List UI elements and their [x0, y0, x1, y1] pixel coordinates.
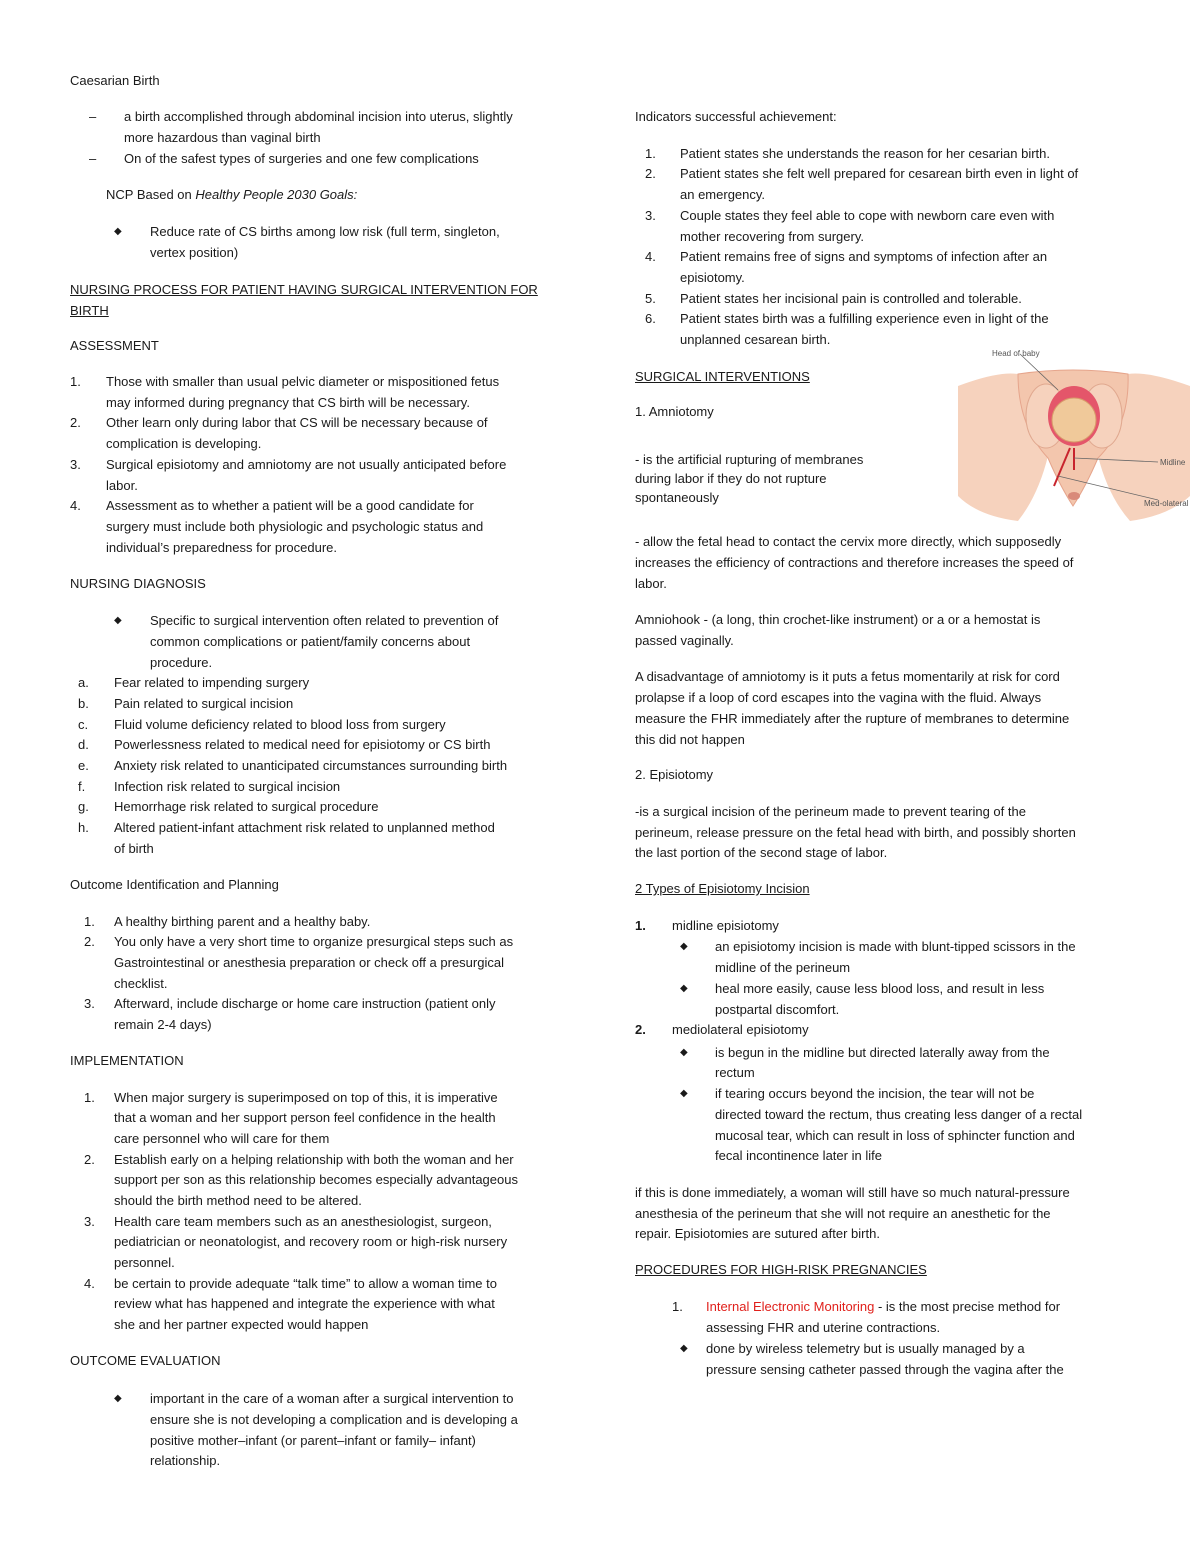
intro-line: a birth accomplished through abdominal incision into uterus, slightly: [124, 109, 513, 124]
internal-monitoring-text: - is the most precise method for: [874, 1299, 1061, 1314]
list-number: 2.: [84, 934, 95, 949]
mediolateral-label: Med-olateral: [1144, 499, 1189, 508]
amniotomy-effect: - allow the fetal head to contact the cervix more directly, which supposedly: [635, 534, 1062, 549]
indicator-item: Couple states they feel able to cope with newborn care even with: [680, 208, 1055, 223]
evaluation-line: positive mother–infant (or parent–infant or family– infant): [150, 1433, 476, 1448]
list-letter: h.: [78, 820, 89, 835]
midline-label: Midline: [1160, 458, 1186, 467]
ncp-bullet-line: vertex position): [150, 245, 239, 260]
diagnosis-item: Infection risk related to surgical incision: [114, 779, 341, 794]
list-letter: d.: [78, 737, 89, 752]
evaluation-heading: OUTCOME EVALUATION: [70, 1353, 221, 1368]
list-letter: e.: [78, 758, 89, 773]
list-number: 1.: [635, 918, 646, 933]
implementation-item: be certain to provide adequate “talk time” to allow a woman time to: [114, 1276, 497, 1291]
amniotomy-definition: during labor if they do not rupture: [635, 471, 827, 486]
midline-bullet: an episiotomy incision is made with blunt-tipped scissors in the: [715, 939, 1076, 954]
mediolateral-bullet: if tearing occurs beyond the incision, the tear will not be: [715, 1086, 1035, 1101]
implementation-item: personnel.: [114, 1255, 175, 1270]
episiotomy-definition: -is a surgical incision of the perineum made to prevent tearing of the: [635, 804, 1026, 819]
list-item: Other learn only during labor that CS will be necessary because of: [106, 415, 488, 430]
process-heading: NURSING PROCESS FOR PATIENT HAVING SURGICAL INTERVENTION FOR: [70, 282, 538, 297]
disadvantage-line: measure the FHR immediately after the rupture of membranes to determine: [635, 711, 1070, 726]
midline-bullet: heal more easily, cause less blood loss, and result in less: [715, 981, 1045, 996]
amniotomy-definition: - is the artificial rupturing of membranes: [635, 452, 864, 467]
implementation-item: Health care team members such as an anesthesiologist, surgeon,: [114, 1214, 492, 1229]
diagnosis-bullet-line: common complications or patient/family concerns about: [150, 634, 471, 649]
procedure-bullet: pressure sensing catheter passed through the vagina after the: [706, 1362, 1064, 1377]
list-number: 3.: [84, 996, 95, 1011]
implementation-item: care personnel who will care for them: [114, 1131, 330, 1146]
indicator-item: Patient states she felt well prepared for cesarean birth even in light of: [680, 166, 1079, 181]
amniohook-line: [635, 612, 1040, 628]
list-item: Surgical episiotomy and amniotomy are not usually anticipated before: [106, 457, 507, 472]
implementation-heading: IMPLEMENTATION: [70, 1053, 184, 1068]
list-number: 4.: [70, 498, 81, 513]
repair-line: repair. Episiotomies are sutured after birth.: [635, 1226, 880, 1241]
list-letter: a.: [78, 675, 89, 690]
bullet-icon: ◆: [114, 226, 122, 237]
mediolateral-bullet: mucosal tear, which can result in loss of sphincter function and: [715, 1128, 1075, 1143]
midline-bullet: postpartal discomfort.: [715, 1002, 840, 1017]
surgical-interventions-heading: SURGICAL INTERVENTIONS: [635, 369, 810, 384]
list-item: individual’s preparedness for procedure.: [106, 540, 338, 555]
procedure-line: assessing FHR and uterine contractions.: [706, 1320, 941, 1335]
diagnosis-item: of birth: [114, 841, 154, 856]
head-of-baby-label: Head of baby: [992, 349, 1040, 358]
mediolateral-episiotomy-label: mediolateral episiotomy: [672, 1022, 809, 1037]
bullet-icon: ◆: [680, 1343, 688, 1354]
list-number: 4.: [645, 249, 656, 264]
list-item: complication is developing.: [106, 436, 262, 451]
outcome-item: remain 2-4 days): [114, 1017, 212, 1032]
list-letter: f.: [78, 779, 86, 794]
diagnosis-item: Powerlessness related to medical need for episiotomy or CS birth: [114, 737, 491, 752]
process-heading: BIRTH: [70, 303, 109, 318]
list-letter: c.: [78, 717, 89, 732]
bullet-icon: ◆: [680, 1088, 688, 1099]
bullet-icon: ◆: [114, 615, 122, 626]
list-number: 2.: [70, 415, 81, 430]
episiotomy-illustration: [958, 346, 1190, 530]
mediolateral-bullet: rectum: [715, 1065, 755, 1080]
amniotomy-definition: spontaneously: [635, 490, 719, 505]
ncp-line: [106, 187, 357, 203]
list-number: 3.: [645, 208, 656, 223]
list-number: 3.: [84, 1214, 95, 1229]
indicator-item: unplanned cesarean birth.: [680, 332, 831, 347]
indicator-item: Patient states her incisional pain is controlled and tolerable.: [680, 291, 1022, 306]
list-item: Assessment as to whether a patient will be a good candidate for: [106, 498, 474, 513]
outcome-item: You only have a very short time to organize presurgical steps such as: [114, 934, 514, 949]
amniotomy-effect: labor.: [635, 576, 667, 591]
midline-episiotomy-label: midline episiotomy: [672, 918, 779, 933]
bullet-icon: ◆: [680, 1047, 688, 1058]
assessment-heading: ASSESSMENT: [70, 338, 159, 353]
outcome-item: Gastrointestinal or anesthesia preparation or check off a presurgical: [114, 955, 504, 970]
indicators-heading: Indicators successful achievement:: [635, 109, 837, 124]
diagnosis-bullet-line: procedure.: [150, 655, 213, 670]
dash-marker: –: [89, 109, 97, 124]
outcome-item: checklist.: [114, 976, 168, 991]
ncp-prefix: NCP Based on: [106, 187, 196, 202]
diagnosis-item: Altered patient-infant attachment risk related to unplanned method: [114, 820, 495, 835]
implementation-item: she and her partner expected would happen: [114, 1317, 369, 1332]
diagnosis-item: Anxiety risk related to unanticipated circumstances surrounding birth: [114, 758, 508, 773]
evaluation-line: ensure she is not developing a complication and is developing a: [150, 1412, 518, 1427]
list-number: 1.: [70, 374, 81, 389]
implementation-item: that a woman and her support person feel confidence in the health: [114, 1110, 496, 1125]
episiotomy-drawing: [958, 346, 1190, 530]
disadvantage-line: prolapse if a loop of cord escapes into the vagina with the fluid. Always: [635, 690, 1042, 705]
procedures-heading: PROCEDURES FOR HIGH-RISK PREGNANCIES: [635, 1262, 927, 1277]
disadvantage-line: A disadvantage of amniotomy is it puts a fetus momentarily at risk for cord: [635, 669, 1060, 684]
mediolateral-bullet: is begun in the midline but directed laterally away from the: [715, 1045, 1050, 1060]
amniotomy-heading: 1. Amniotomy: [635, 404, 714, 419]
outcome-item: A healthy birthing parent and a healthy baby.: [114, 914, 371, 929]
ncp-goals: Healthy People 2030 Goals:: [195, 187, 358, 202]
list-item: surgery must include both physiologic and psychologic status and: [106, 519, 484, 534]
episiotomy-types-heading: 2 Types of Episiotomy Incision: [635, 881, 810, 896]
indicator-item: an emergency.: [680, 187, 766, 202]
mediolateral-bullet: directed toward the rectum, thus creating less danger of a rectal: [715, 1107, 1083, 1122]
implementation-item: Establish early on a helping relationship with both the woman and her: [114, 1152, 514, 1167]
implementation-item: support per son as this relationship becomes especially advantageous: [114, 1172, 518, 1187]
indicator-item: Patient states she understands the reason for her cesarian birth.: [680, 146, 1050, 161]
list-item: Those with smaller than usual pelvic diameter or mispositioned fetus: [106, 374, 500, 389]
list-number: 3.: [70, 457, 81, 472]
list-number: 2.: [645, 166, 656, 181]
implementation-item: When major surgery is superimposed on top of this, it is imperative: [114, 1090, 498, 1105]
head-of-baby-shape: [1052, 398, 1096, 442]
page-title: Caesarian Birth: [70, 73, 160, 88]
list-number: 1.: [672, 1299, 683, 1314]
procedure-line: [706, 1299, 1060, 1315]
implementation-item: pediatrician or neonatologist, and recovery room or high-risk nursery: [114, 1234, 508, 1249]
disadvantage-line: this did not happen: [635, 732, 745, 747]
evaluation-line: important in the care of a woman after a surgical intervention to: [150, 1391, 514, 1406]
amniotomy-effect: increases the efficiency of contractions and therefore increases the speed of: [635, 555, 1074, 570]
evaluation-line: relationship.: [150, 1453, 221, 1468]
bullet-icon: ◆: [680, 941, 688, 952]
amniohook-term: Amniohook: [635, 612, 701, 627]
list-item: labor.: [106, 478, 138, 493]
intro-line: On of the safest types of surgeries and one few complications: [124, 151, 479, 166]
diagnosis-item: Fear related to impending surgery: [114, 675, 310, 690]
internal-monitoring-term: Internal Electronic Monitoring: [706, 1299, 875, 1314]
indicator-item: episiotomy.: [680, 270, 745, 285]
amniohook-line: passed vaginally.: [635, 633, 734, 648]
diagnosis-bullet-line: Specific to surgical intervention often related to prevention of: [150, 613, 499, 628]
list-letter: b.: [78, 696, 89, 711]
list-number: 1.: [84, 1090, 95, 1105]
repair-line: if this is done immediately, a woman will still have so much natural-pressure: [635, 1185, 1070, 1200]
midline-bullet: midline of the perineum: [715, 960, 851, 975]
indicator-item: Patient remains free of signs and symptoms of infection after an: [680, 249, 1048, 264]
episiotomy-definition: the last portion of the second stage of labor.: [635, 845, 888, 860]
dash-marker: –: [89, 151, 97, 166]
ncp-bullet-line: Reduce rate of CS births among low risk (full term, singleton,: [150, 224, 500, 239]
procedure-bullet: done by wireless telemetry but is usually managed by a: [706, 1341, 1025, 1356]
outcome-heading: Outcome Identification and Planning: [70, 877, 279, 892]
diagnosis-item: Fluid volume deficiency related to blood loss from surgery: [114, 717, 446, 732]
bullet-icon: ◆: [680, 983, 688, 994]
intro-line: more hazardous than vaginal birth: [124, 130, 321, 145]
implementation-item: should the birth method need to be altered.: [114, 1193, 362, 1208]
outcome-item: Afterward, include discharge or home care instruction (patient only: [114, 996, 496, 1011]
list-number: 1.: [645, 146, 656, 161]
list-number: 2.: [635, 1022, 646, 1037]
anus-shape: [1068, 492, 1080, 500]
diagnosis-item: Pain related to surgical incision: [114, 696, 294, 711]
repair-line: anesthesia of the perineum that she will not require an anesthetic for the: [635, 1206, 1051, 1221]
diagnosis-heading: NURSING DIAGNOSIS: [70, 576, 206, 591]
list-number: 4.: [84, 1276, 95, 1291]
list-number: 5.: [645, 291, 656, 306]
implementation-item: review what has happened and integrate the experience with what: [114, 1296, 495, 1311]
amniohook-text: - (a long, thin crochet-like instrument) or a or a hemostat is: [700, 612, 1041, 627]
indicator-item: Patient states birth was a fulfilling experience even in light of the: [680, 311, 1049, 326]
list-number: 1.: [84, 914, 95, 929]
list-number: 2.: [84, 1152, 95, 1167]
indicator-item: mother recovering from surgery.: [680, 229, 864, 244]
list-item: may informed during pregnancy that CS birth will be necessary.: [106, 395, 470, 410]
episiotomy-definition: perineum, release pressure on the fetal head with birth, and possibly shorten: [635, 825, 1076, 840]
list-number: 6.: [645, 311, 656, 326]
mediolateral-bullet: fecal incontinence later in life: [715, 1148, 882, 1163]
list-letter: g.: [78, 799, 89, 814]
episiotomy-heading: 2. Episiotomy: [635, 767, 714, 782]
diagnosis-item: Hemorrhage risk related to surgical procedure: [114, 799, 379, 814]
bullet-icon: ◆: [114, 1393, 122, 1404]
